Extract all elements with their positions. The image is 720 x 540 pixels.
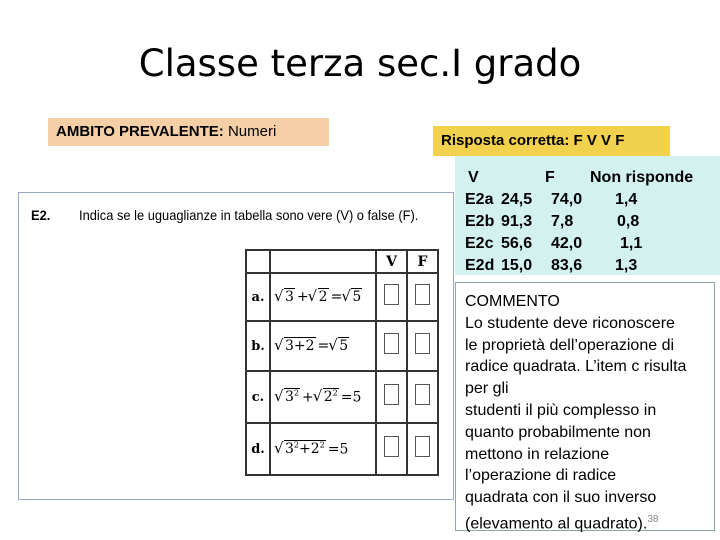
- results-nr: 1,3: [615, 257, 638, 274]
- col-f-header: F: [407, 250, 438, 273]
- item-row-letter: b.: [246, 321, 270, 371]
- results-f: 42,0: [551, 235, 583, 252]
- results-item: E2b: [465, 213, 495, 230]
- false-checkbox[interactable]: [415, 284, 430, 305]
- comment-line: mettono in relazione: [465, 445, 610, 463]
- true-checkbox[interactable]: [384, 436, 399, 457]
- results-v: 91,3: [501, 213, 533, 230]
- ambito-label: AMBITO PREVALENTE:: [56, 123, 224, 140]
- false-checkbox[interactable]: [415, 333, 430, 354]
- true-checkbox[interactable]: [384, 333, 399, 354]
- item-table: [245, 249, 439, 476]
- results-row: [455, 233, 720, 255]
- true-checkbox[interactable]: [384, 284, 399, 305]
- equation-d: √ $3^2+2^2 =5$: [270, 423, 376, 475]
- comment-line: per gli: [465, 380, 509, 398]
- equation-a: √ 3 +√ 2 =√ 5: [270, 273, 376, 321]
- equation-c: √ $3^2$ +√ $2^2 =5$: [270, 371, 376, 423]
- item-row: [246, 321, 438, 371]
- comment-line: l’operazione di radice: [465, 467, 617, 485]
- comment-line: Lo studente deve riconoscere: [465, 314, 675, 332]
- results-item: E2c: [465, 235, 494, 252]
- results-nr: 1,1: [620, 235, 643, 252]
- col-v-header: V: [376, 250, 407, 273]
- correct-answer-banner: Risposta corretta: F V V F: [433, 126, 670, 156]
- results-nr: 1,4: [615, 191, 638, 208]
- item-prompt: Indica se le uguaglianze in tabella sono vere (V) o false (F).: [79, 207, 419, 223]
- results-row: [455, 255, 720, 277]
- comment-line: radice quadrata. L’item c risulta: [465, 358, 687, 376]
- results-header-row: [455, 167, 720, 189]
- item-table-header: [246, 250, 438, 273]
- ambito-banner: [48, 118, 329, 146]
- test-item-image: [18, 192, 454, 500]
- results-v: 24,5: [501, 191, 533, 208]
- results-row: [455, 211, 720, 233]
- results-f: 83,6: [551, 257, 583, 274]
- item-row: [246, 423, 438, 475]
- results-v: 56,6: [501, 235, 533, 252]
- item-row: [246, 371, 438, 423]
- item-row-letter: c.: [246, 371, 270, 423]
- results-item: E2a: [465, 191, 494, 208]
- results-f: 7,8: [551, 213, 574, 230]
- comment-heading: COMMENTO: [465, 293, 560, 310]
- true-checkbox[interactable]: [384, 384, 399, 405]
- results-f: 74,0: [551, 191, 583, 208]
- false-checkbox[interactable]: [415, 384, 430, 405]
- false-checkbox[interactable]: [415, 436, 430, 457]
- results-nr: 0,8: [617, 213, 640, 230]
- item-row-letter: d.: [246, 423, 270, 475]
- comment-box: [455, 282, 715, 531]
- equation-b: √ 3+2 =√ 5: [270, 321, 376, 371]
- results-item: E2d: [465, 257, 495, 274]
- ambito-value: Numeri: [227, 123, 277, 140]
- comment-line-last: [465, 509, 714, 535]
- results-row: [455, 189, 720, 211]
- results-v: 15,0: [501, 257, 533, 274]
- comment-line: le proprietà dell’operazione di: [465, 336, 675, 354]
- results-header-v: V: [468, 169, 479, 186]
- item-label: E2.: [31, 207, 51, 223]
- results-header-nr: Non risponde: [590, 169, 694, 186]
- slide-title: Classe terza sec.I grado: [138, 42, 582, 85]
- comment-line: quanto probabilmente non: [465, 423, 651, 441]
- item-row-letter: a.: [246, 273, 270, 321]
- comment-line: quadrata con il suo inverso: [465, 489, 657, 507]
- item-row: [246, 273, 438, 321]
- comment-line-text: (elevamento al quadrato).: [465, 515, 648, 533]
- results-header-f: F: [545, 169, 555, 186]
- comment-line: studenti il più complesso in: [465, 401, 657, 419]
- results-table: [455, 156, 720, 275]
- slide-number: 38: [647, 513, 659, 525]
